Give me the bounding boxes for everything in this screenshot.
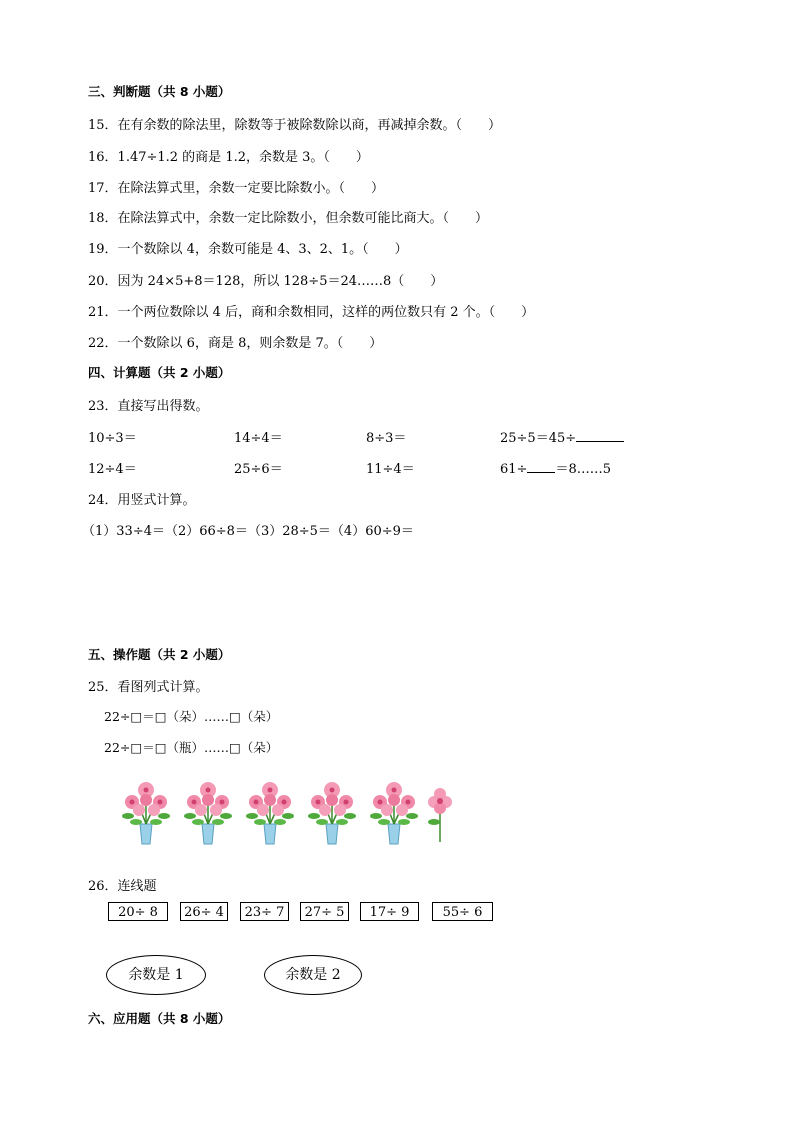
vase-icon [246,782,294,844]
formula-flowers: 22÷□＝□（朵）……□（朵） [104,709,279,724]
expression-box-20-div-8[interactable]: 20÷ 8 [108,902,168,921]
calc-8-div-3: 8÷3＝ [366,431,407,446]
question-18: 18．在除法算式中，余数一定比除数小，但余数可能比商大。（ ） [88,211,489,226]
vase-icon [122,782,170,844]
single-flower-icon [428,788,452,842]
remainder-2-oval[interactable]: 余数是 2 [264,955,362,995]
vase-icon [308,782,356,844]
question-17: 17．在除法算式里，余数一定要比除数小。（ ） [88,181,385,196]
calc-25-div-5 [500,427,624,446]
question-24: 24．用竖式计算。 [88,493,196,508]
question-20: 20．因为 24×5+8＝128，所以 128÷5＝24……8（ ） [88,274,444,289]
flower-vases-illustration [118,772,478,852]
question-21: 21．一个两位数除以 4 后，商和余数相同，这样的两位数只有 2 个。（ ） [88,305,535,320]
calc-25-div-5-text: 25÷5＝45÷ [500,431,577,446]
calc-61-div-text: 61÷ [500,462,528,477]
calc-12-div-4: 12÷4＝ [88,462,137,477]
question-16: 16．1.47÷1.2 的商是 1.2，余数是 3。（ ） [88,150,369,165]
expression-box-26-div-4[interactable]: 26÷ 4 [180,902,228,921]
vase-icon [370,782,418,844]
calc-25-div-6: 25÷6＝ [234,462,283,477]
question-24-items: （1）33÷4＝（2）66÷8＝（3）28÷5＝（4）60÷9＝ [82,524,414,539]
expression-box-27-div-5[interactable]: 27÷ 5 [300,902,349,921]
calc-11-div-4: 11÷4＝ [366,462,415,477]
calc-14-div-4: 14÷4＝ [234,431,283,446]
calc-61-div [500,458,611,477]
remainder-1-oval[interactable]: 余数是 1 [106,955,206,995]
section-3-title: 三、判断题（共 8 小题） [88,84,231,99]
question-26: 26．连线题 [88,879,157,894]
section-5-title: 五、操作题（共 2 小题） [88,647,231,662]
calc-61-div-result: ＝8……5 [555,462,611,477]
question-22: 22．一个数除以 6，商是 8，则余数是 7。（ ） [88,336,383,351]
formula-vases: 22÷□＝□（瓶）……□（朵） [104,740,279,755]
calc-10-div-3: 10÷3＝ [88,431,137,446]
question-23: 23．直接写出得数。 [88,399,209,414]
expression-box-23-div-7[interactable]: 23÷ 7 [240,902,289,921]
question-25: 25．看图列式计算。 [88,680,209,695]
answer-blank[interactable] [576,429,624,442]
question-19: 19．一个数除以 4，余数可能是 4、3、2、1。（ ） [88,242,408,257]
section-4-title: 四、计算题（共 2 小题） [88,365,231,380]
section-6-title: 六、应用题（共 8 小题） [88,1011,231,1026]
answer-blank[interactable] [527,460,555,473]
question-15: 15．在有余数的除法里，除数等于被除数除以商，再减掉余数。（ ） [88,118,502,133]
expression-box-55-div-6[interactable]: 55÷ 6 [432,902,493,921]
vase-icon [184,782,232,844]
expression-box-17-div-9[interactable]: 17÷ 9 [360,902,419,921]
